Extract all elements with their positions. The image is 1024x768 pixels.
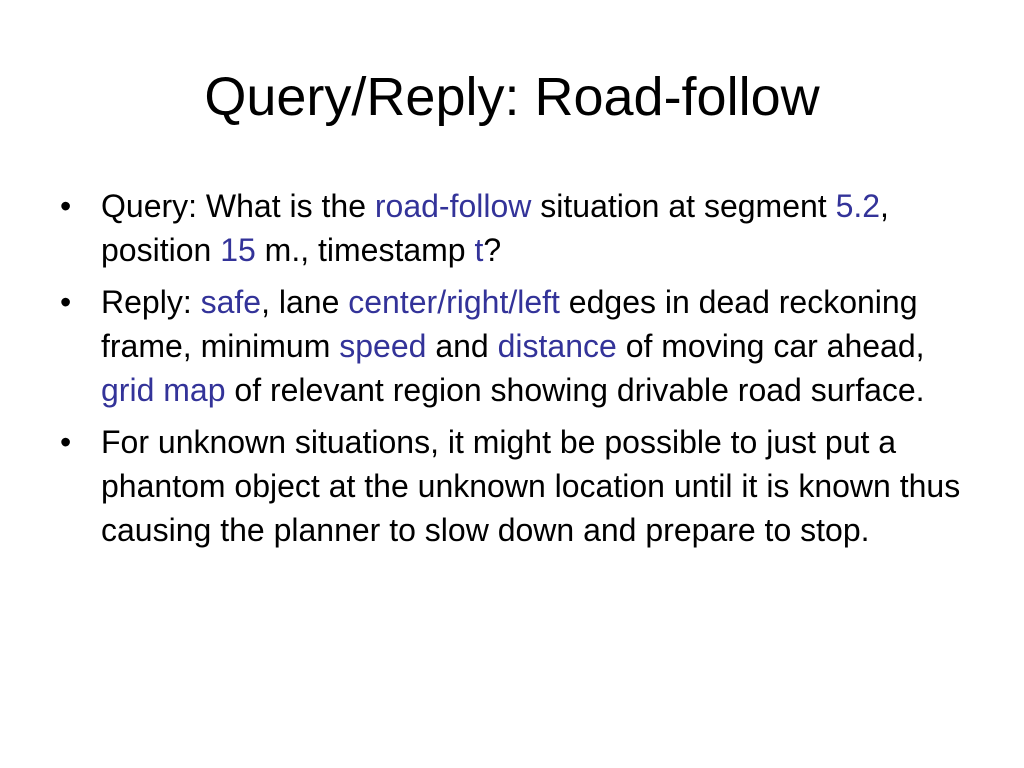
bullet-item	[54, 280, 969, 412]
text-segment: edges in dead reckoning frame, minimum	[101, 284, 918, 364]
highlighted-term: speed	[339, 328, 427, 364]
text-segment: m., timestamp	[255, 232, 475, 268]
highlighted-term: safe	[200, 284, 262, 320]
text-segment: , lane	[261, 284, 349, 320]
bullet-text	[101, 188, 889, 268]
bullet-item	[54, 420, 969, 552]
highlighted-term: road-follow	[374, 188, 532, 224]
text-segment: of moving car ahead,	[616, 328, 925, 364]
bullet-list	[54, 184, 969, 560]
bullet-dot-icon: •	[60, 284, 72, 320]
bullet-text	[101, 284, 925, 408]
bullet-text	[101, 424, 960, 548]
bullet-dot-icon: •	[60, 188, 72, 224]
highlighted-term: t	[474, 232, 484, 268]
highlighted-term: grid map	[101, 372, 226, 408]
text-segment: of relevant region showing drivable road surface.	[225, 372, 925, 408]
text-segment: ?	[483, 232, 502, 268]
bullet-item	[54, 184, 969, 272]
text-segment: For unknown situations, it might be possible to just put a phantom object at the unknown location until it is known thus causing the planner to slow down and prepare to stop.	[101, 424, 961, 548]
highlighted-term: center/right/left	[348, 284, 560, 320]
text-segment: Query: What is the	[101, 188, 375, 224]
highlighted-term: 15	[220, 232, 256, 268]
text-segment: and	[426, 328, 498, 364]
highlighted-term: 5.2	[835, 188, 881, 224]
slide-title: Query/Reply: Road-follow	[204, 67, 820, 127]
text-segment: , position	[101, 188, 889, 268]
bullet-dot-icon: •	[60, 424, 72, 460]
text-segment: Reply:	[101, 284, 201, 320]
highlighted-term: distance	[497, 328, 617, 364]
text-segment: situation at segment	[531, 188, 836, 224]
